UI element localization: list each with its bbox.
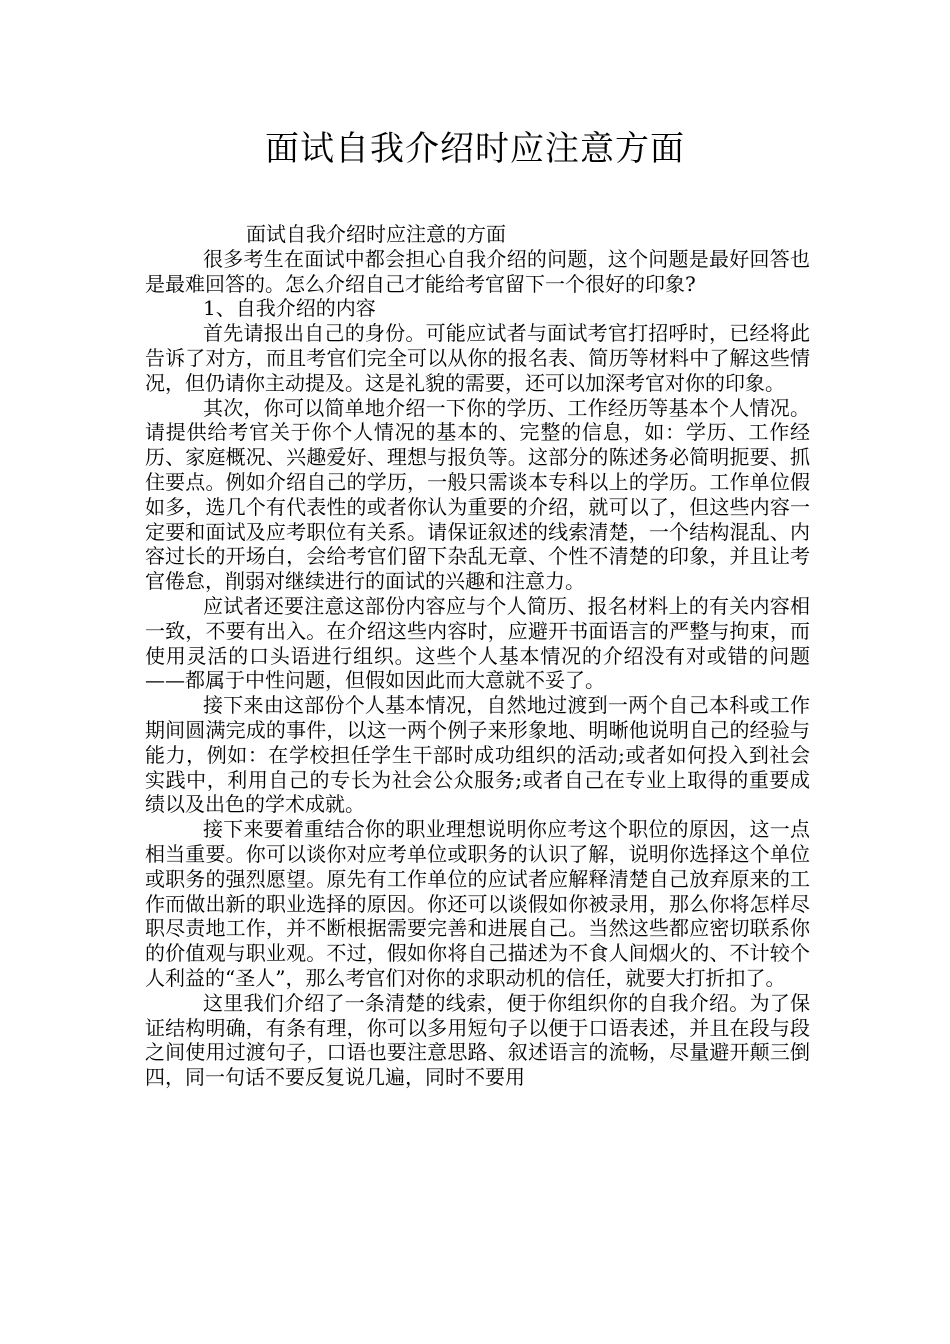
body-paragraph: 这里我们介绍了一条清楚的线索，便于你组织你的自我介绍。为了保证结构明确，有条有理，你可以多用短句子以便于口语表述，并且在段与段之间使用过渡句子，口语也要注意思路、叙述语言的流畅，尽量避开颠三倒四，同一句话不要反复说几遍，同时不要用 xyxy=(145,990,810,1090)
body-paragraph: 很多考生在面试中都会担心自我介绍的问题，这个问题是最好回答也是最难回答的。怎么介绍自己才能给考官留下一个很好的印象? xyxy=(145,246,810,296)
document-body xyxy=(145,222,810,1090)
body-paragraph: 应试者还要注意这部份内容应与个人简历、报名材料上的有关内容相一致，不要有出入。在介绍这些内容时，应避开书面语言的严整与拘束，而使用灵活的口头语进行组织。这些个人基本情况的介绍没有对或错的问题——都属于中性问题，但假如因此而大意就不妥了。 xyxy=(145,593,810,693)
document-subtitle: 面试自我介绍时应注意的方面 xyxy=(246,222,506,246)
document-title: 面试自我介绍时应注意方面 xyxy=(265,129,685,169)
body-paragraph: 首先请报出自己的身份。可能应试者与面试考官打招呼时，已经将此告诉了对方，而且考官们完全可以从你的报名表、简历等材料中了解这些情况，但仍请你主动提及。这是礼貌的需要，还可以加深考官对你的印象。 xyxy=(145,321,810,395)
body-paragraph: 接下来要着重结合你的职业理想说明你应考这个职位的原因，这一点相当重要。你可以谈你对应考单位或职务的认识了解，说明你选择这个单位或职务的强烈愿望。原先有工作单位的应试者应解释清楚自己放弃原来的工作而做出新的职业选择的原因。你还可以谈假如你被录用，那么你将怎样尽职尽责地工作，并不断根据需要完善和进展自己。当然这些都应密切联系你的价值观与职业观。不过，假如你将自己描述为不食人间烟火的、不计较个人利益的“圣人”，那么考官们对你的求职动机的信任，就要大打折扣了。 xyxy=(145,817,810,990)
body-paragraph: 其次，你可以简单地介绍一下你的学历、工作经历等基本个人情况。请提供给考官关于你个人情况的基本的、完整的信息，如：学历、工作经历、家庭概况、兴趣爱好、理想与报负等。这部分的陈述务必简明扼要、抓住要点。例如介绍自己的学历，一般只需谈本专科以上的学历。工作单位假如多，选几个有代表性的或者你认为重要的介绍，就可以了，但这些内容一定要和面试及应考职位有关系。请保证叙述的线索清楚，一个结构混乱、内容过长的开场白，会给考官们留下杂乱无章、个性不清楚的印象，并且让考官倦怠，削弱对继续进行的面试的兴趣和注意力。 xyxy=(145,395,810,594)
section-heading: 1、自我介绍的内容 xyxy=(203,296,376,321)
body-paragraph: 接下来由这部份个人基本情况，自然地过渡到一两个自己本科或工作期间圆满完成的事件，以这一两个例子来形象地、明晰他说明自己的经验与能力，例如：在学校担任学生干部时成功组织的活动;或者如何投入到社会实践中，利用自己的专长为社会公众服务;或者自己在专业上取得的重要成绩以及出色的学术成就。 xyxy=(145,693,810,817)
